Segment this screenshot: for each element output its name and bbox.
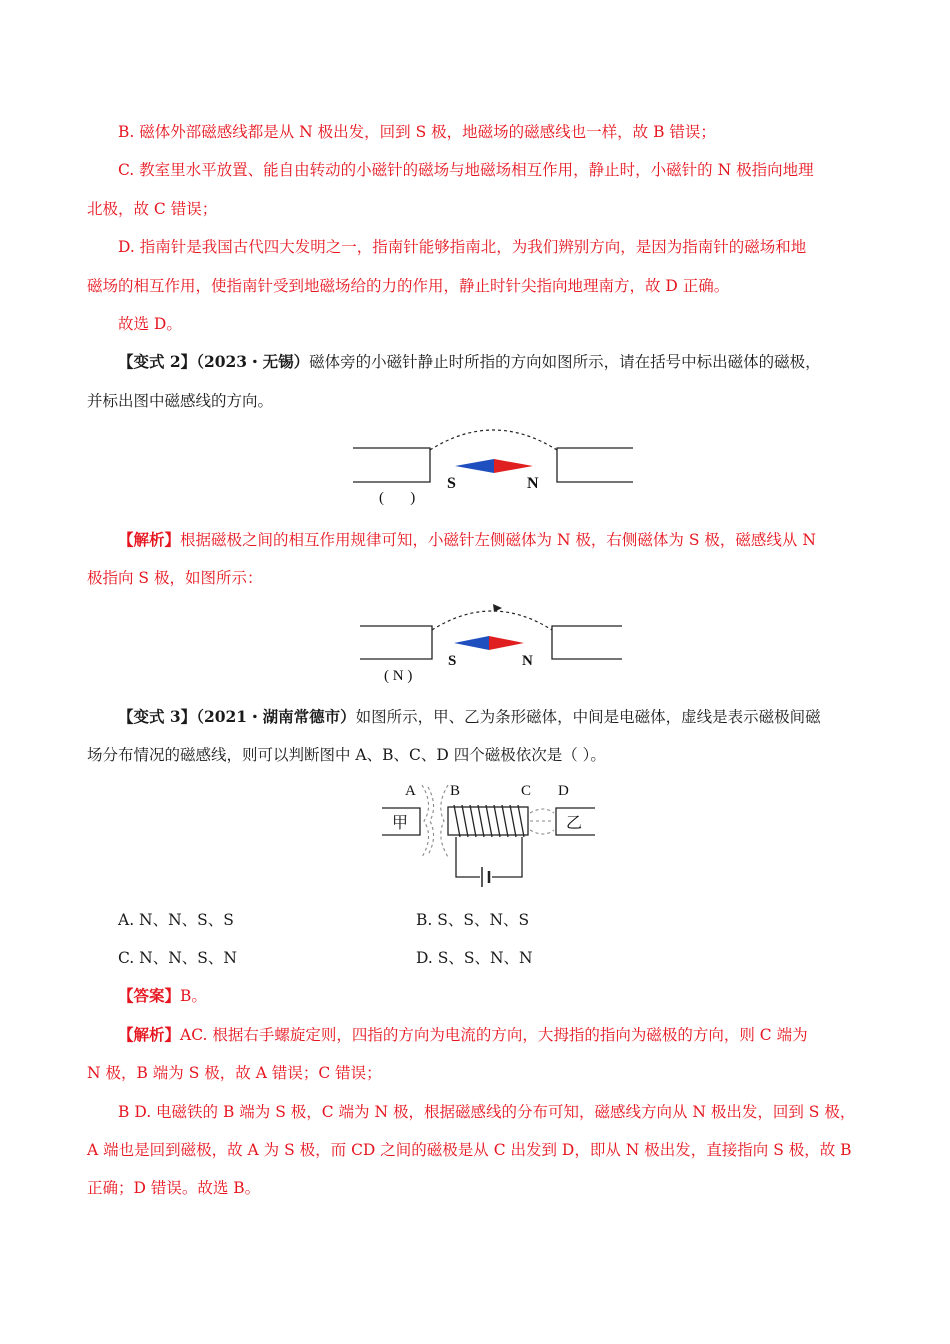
field-line-dashed	[430, 430, 557, 450]
answer-left-magnet	[360, 626, 432, 659]
variant3-answer: B。	[180, 987, 207, 1005]
variant3-analysis-line3: B D. 电磁铁的 B 端为 S 极，C 端为 N 极，根据磁感线的分布可知，磁感线方向从 N 极出发，回到 S 极，	[118, 1103, 856, 1121]
field-line-cd2	[530, 830, 554, 834]
answer-needle-north	[489, 636, 524, 650]
answer-right-magnet	[552, 626, 622, 659]
circuit-wire-left	[456, 837, 480, 877]
answer-s-label: S	[448, 653, 457, 669]
field-line-cd1	[530, 809, 554, 813]
electromagnet-core	[448, 807, 528, 835]
needle-north-half	[494, 459, 533, 473]
variant3-analysis-text: AC. 根据右手螺旋定则，四指的方向为电流的方向，大拇指的指向为磁极的方向，则 C 端为	[180, 1026, 808, 1044]
option-a: A. N、N、S、S	[118, 911, 234, 929]
variant2-question-line1	[118, 352, 821, 372]
blank-parentheses: ( )	[379, 490, 416, 506]
answer-n-label: N	[522, 653, 533, 669]
left-magnet-outline	[353, 448, 430, 482]
choose-d-text: 故选 D。	[118, 315, 182, 333]
label-b: B	[450, 783, 461, 799]
variant2-question-line2: 并标出图中磁感线的方向。	[87, 392, 274, 410]
magnet-yi-label: 乙	[566, 815, 583, 832]
variant3-analysis-line2: N 极，B 端为 S 极，故 A 错误；C 错误；	[87, 1064, 382, 1082]
needle-n-label: N	[527, 475, 539, 492]
option-b: B. S、S、N、S	[416, 911, 530, 929]
answer-needle-south	[454, 636, 489, 650]
variant3-answer-tag: 【答案】	[118, 986, 181, 1005]
variant2-magnet-figure	[345, 420, 645, 510]
variant3-question-text: 如图所示，甲、乙为条形磁体，中间是电磁体，虚线是表示磁极间磁	[355, 708, 821, 726]
variant3-source: （2021・湖南常德市）	[196, 707, 356, 726]
variant3-tag: 【变式 3】	[118, 707, 197, 726]
option-d-explanation-line1: D. 指南针是我国古代四大发明之一，指南针能够指南北，为我们辨别方向，是因为指南针的磁场和地	[118, 238, 807, 256]
variant3-answer-line	[118, 986, 207, 1006]
label-c: C	[521, 783, 532, 799]
option-d: D. S、S、N、N	[416, 949, 533, 967]
field-line-a2	[428, 787, 434, 855]
variant2-tag: 【变式 2】	[118, 352, 197, 371]
right-magnet-outline	[557, 448, 633, 482]
label-d: D	[558, 783, 569, 799]
field-line-a1	[422, 785, 429, 857]
option-c: C. N、N、S、N	[118, 949, 237, 967]
option-b-explanation: B. 磁体外部磁感线都是从 N 极出发，回到 S 极，地磁场的磁感线也一样，故 B 错误；	[118, 123, 716, 141]
variant2-question-text: 磁体旁的小磁针静止时所指的方向如图所示，请在括号中标出磁体的磁极，	[309, 353, 821, 371]
label-a: A	[405, 783, 416, 799]
answer-field-line	[432, 611, 552, 630]
variant2-source: （2023・无锡）	[196, 352, 310, 371]
variant3-analysis-line4: A 端也是回到磁极，故 A 为 S 极，而 CD 之间的磁极是从 C 出发到 D，即从 N 极出发，直接指向 S 极，故 B	[87, 1141, 852, 1159]
variant3-analysis-tag: 【解析】	[118, 1025, 181, 1044]
circuit-wire-right	[492, 837, 522, 877]
option-c-explanation-line1: C. 教室里水平放置、能自由转动的小磁针的磁场与地磁场相互作用，静止时，小磁针的 N 极指向地理	[118, 161, 814, 179]
needle-s-label: S	[447, 475, 456, 492]
magnet-jia-label: 甲	[392, 815, 409, 832]
variant2-analysis-line2: 极指向 S 极，如图所示：	[87, 569, 263, 587]
variant3-analysis-line5: 正确；D 错误。故选 B。	[87, 1179, 261, 1197]
needle-south-half	[455, 459, 494, 473]
variant3-electromagnet-figure	[380, 775, 605, 890]
variant2-analysis-text: 根据磁极之间的相互作用规律可知，小磁针左侧磁体为 N 极，右侧磁体为 S 极，磁感线从 N	[180, 531, 816, 549]
option-c-explanation-line2: 北极，故 C 错误；	[87, 200, 218, 218]
variant3-question-line2: 场分布情况的磁感线，则可以判断图中 A、B、C、D 四个磁极依次是（ ）。	[87, 746, 606, 764]
option-d-explanation-line2: 磁场的相互作用，使指南针受到地磁场给的力的作用，静止时针尖指向地理南方，故 D 正确。	[87, 277, 730, 295]
variant3-question-line1	[118, 707, 821, 727]
answer-parentheses: ( N )	[384, 668, 413, 684]
field-line-b1	[441, 785, 448, 857]
variant2-answer-figure	[352, 598, 632, 690]
variant2-analysis-line1	[118, 530, 816, 550]
variant2-analysis-tag: 【解析】	[118, 530, 181, 549]
variant3-analysis-line1	[118, 1025, 808, 1045]
